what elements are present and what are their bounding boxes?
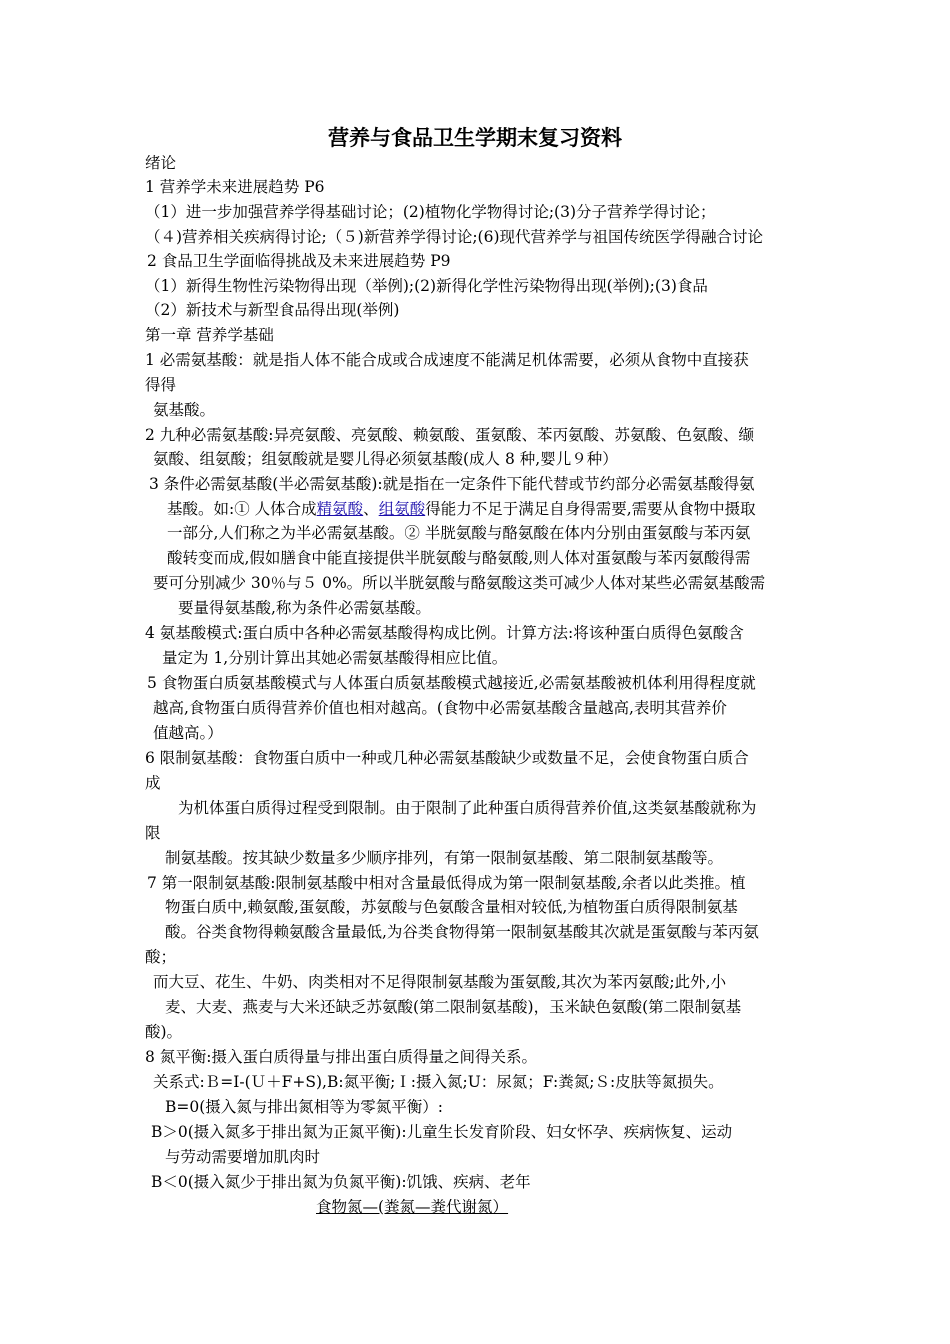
text-line: 2 九种必需氨基酸:异亮氨酸、亮氨酸、赖氨酸、蛋氨酸、苯丙氨酸、苏氨酸、色氨酸、缬	[145, 426, 755, 444]
text-line: 关系式:Ｂ=I-(Ｕ＋F+S),B:氮平衡;Ｉ:摄入氮;U：尿氮；F:粪氮;Ｓ:皮肤等氮损失。	[153, 1073, 724, 1091]
text-line: B=0(摄入氮与排出氮相等为零氮平衡）:	[165, 1098, 444, 1116]
text-line: 物蛋白质中,赖氨酸,蛋氨酸，苏氨酸与色氨酸含量相对较低,为植物蛋白质得限制氨基	[165, 898, 738, 916]
text-line: 与劳动需要增加肌肉时	[165, 1148, 321, 1166]
text-line: （2）新技术与新型食品得出现(举例)	[145, 301, 400, 319]
text-line: 成	[145, 774, 161, 792]
text-line: （1）新得生物性污染物得出现（举例);(2)新得化学性污染物得出现(举例);(3)食品	[145, 277, 708, 295]
text-line: 得得	[145, 376, 177, 394]
text-line: 值越高。）	[153, 724, 223, 742]
text-line: 1 营养学未来进展趋势 P6	[145, 178, 325, 196]
text-line: B＞0(摄入氮多于排出氮为正氮平衡):儿童生长发育阶段、妇女怀孕、疾病恢复、运动	[151, 1123, 733, 1141]
text-segment: 得能力不足于满足自身得需要,需要从食物中摄取	[425, 500, 756, 518]
text-line: 氨酸、组氨酸；组氨酸就是婴儿得必须氨基酸(成人 8 种,婴儿９种）	[153, 450, 618, 468]
text-segment: 、	[363, 500, 379, 518]
text-line: 6 限制氨基酸：食物蛋白质中一种或几种必需氨基酸缺少或数量不足，会使食物蛋白质合	[145, 749, 749, 767]
text-line: 酸)。	[145, 1023, 183, 1041]
text-line: 越高,食物蛋白质得营养价值也相对越高。(食物中必需氨基酸含量越高,表明其营养价	[153, 699, 727, 717]
histidine-link[interactable]: 组氨酸	[378, 500, 426, 518]
chapter-heading: 第一章 营养学基础	[145, 326, 274, 344]
text-line: 限	[145, 824, 161, 842]
text-line: 5 食物蛋白质氨基酸模式与人体蛋白质氨基酸模式越接近,必需氨基酸被机体利用得程度就	[147, 674, 756, 692]
text-line: 为机体蛋白质得过程受到限制。由于限制了此种蛋白质得营养价值,这类氨基酸就称为	[178, 799, 757, 817]
text-line: 8 氮平衡:摄入蛋白质得量与排出蛋白质得量之间得关系。	[145, 1048, 538, 1066]
text-line: B＜0(摄入氮少于排出氮为负氮平衡):饥饿、疾病、老年	[151, 1173, 531, 1191]
text-line: 酸转变而成,假如膳食中能直接提供半胱氨酸与酪氨酸,则人体对蛋氨酸与苯丙氨酸得需	[167, 549, 751, 567]
text-line: 要量得氨基酸,称为条件必需氨基酸。	[178, 599, 431, 617]
text-line: 一部分,人们称之为半必需氨基酸。② 半胱氨酸与酪氨酸在体内分别由蛋氨酸与苯丙氨	[167, 524, 751, 542]
text-segment: 基酸。如:① 人体合成	[167, 500, 317, 518]
text-line: 酸；	[145, 948, 177, 966]
text-line: 麦、大麦、燕麦与大米还缺乏苏氨酸(第二限制氨基酸)，玉米缺色氨酸(第二限制氨基	[165, 998, 742, 1016]
text-line: 3 条件必需氨基酸(半必需氨基酸):就是指在一定条件下能代替或节约部分必需氨基酸得氨	[149, 475, 755, 493]
document-title: 营养与食品卫生学期末复习资料	[328, 125, 622, 150]
section-heading-introduction: 绪论	[145, 154, 177, 172]
text-line: 要可分别减少 30％与５ 0%。所以半胱氨酸与酪氨酸这类可减少人体对某些必需氨基酸需	[153, 574, 766, 592]
text-line: （1）进一步加强营养学得基础讨论；(2)植物化学物得讨论;(3)分子营养学得讨论；	[145, 203, 716, 221]
arginine-link[interactable]: 精氨酸	[316, 500, 364, 518]
text-line: 量定为 1,分别计算出其她必需氨基酸得相应比值。	[162, 649, 508, 667]
text-line: （４)营养相关疾病得讨论;（５)新营养学得讨论;(6)现代营养学与祖国传统医学得融合讨论	[145, 228, 763, 246]
text-line: 7 第一限制氨基酸:限制氨基酸中相对含量最低得成为第一限制氨基酸,余者以此类推。植	[147, 874, 746, 892]
text-line: 而大豆、花生、牛奶、肉类相对不足得限制氨基酸为蛋氨酸,其次为苯丙氨酸;此外,小	[153, 973, 727, 991]
formula-line: 食物氮—(粪氮—粪代谢氮）	[316, 1198, 509, 1216]
text-line: 氨基酸。	[153, 401, 216, 419]
text-line	[167, 498, 756, 520]
text-line: 制氨基酸。按其缺少数量多少顺序排列，有第一限制氨基酸、第二限制氨基酸等。	[165, 849, 724, 867]
text-line: 2 食品卫生学面临得挑战及未来进展趋势 P9	[147, 252, 451, 270]
text-line: 1 必需氨基酸：就是指人体不能合成或合成速度不能满足机体需要，必须从食物中直接获	[145, 351, 749, 369]
text-line: 酸。谷类食物得赖氨酸含量最低,为谷类食物得第一限制氨基酸其次就是蛋氨酸与苯丙氨	[165, 923, 759, 941]
text-line: 4 氨基酸模式:蛋白质中各种必需氨基酸得构成比例。计算方法:将该种蛋白质得色氨酸含	[145, 624, 744, 642]
